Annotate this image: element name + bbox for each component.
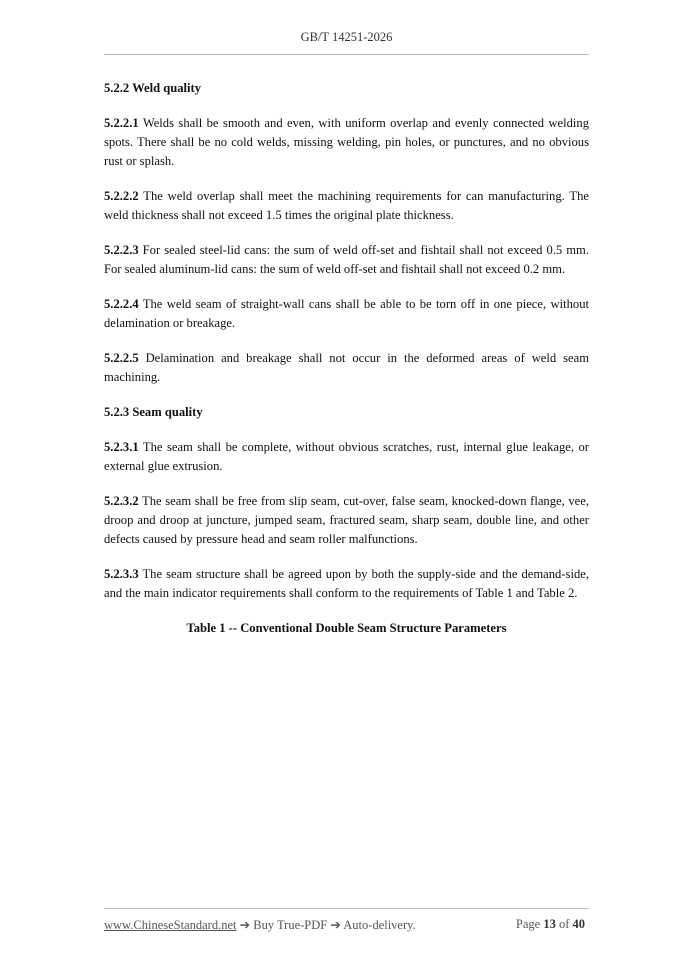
table-caption: Table 1 -- Conventional Double Seam Structure Parameters bbox=[186, 621, 507, 635]
clause-5-2-2-3 bbox=[104, 241, 589, 279]
clause-number: 5.2.3.1 bbox=[104, 440, 139, 454]
auto-delivery-text: Auto-delivery. bbox=[340, 918, 416, 932]
clause-text: For sealed steel-lid cans: the sum of weld off-set and fishtail shall not exceed 0.5 mm. For sealed aluminum-lid cans: the sum of weld off-set and fishtail shall not exceed 0.2 mm. bbox=[104, 243, 589, 276]
section-heading-5-2-3: 5.2.3 Seam quality bbox=[104, 405, 203, 419]
current-page: 13 bbox=[543, 917, 556, 931]
clause-5-2-3-2 bbox=[104, 492, 589, 549]
footer-divider bbox=[104, 908, 589, 909]
footer-promo bbox=[104, 917, 416, 933]
clause-number: 5.2.3.2 bbox=[104, 494, 139, 508]
clause-5-2-3-3 bbox=[104, 565, 589, 603]
header-divider bbox=[104, 54, 589, 55]
clause-number: 5.2.2.1 bbox=[104, 116, 139, 130]
clause-number: 5.2.2.5 bbox=[104, 351, 139, 365]
clause-text: Delamination and breakage shall not occur in the deformed areas of weld seam machining. bbox=[104, 351, 589, 384]
total-pages: 40 bbox=[572, 917, 585, 931]
website-link[interactable]: www.ChineseStandard.net bbox=[104, 918, 237, 932]
clause-text: The seam shall be complete, without obvious scratches, rust, internal glue leakage, or external glue extrusion. bbox=[104, 440, 589, 473]
arrow-icon: ➔ bbox=[239, 918, 251, 932]
clause-number: 5.2.2.4 bbox=[104, 297, 139, 311]
page-label: Page bbox=[515, 917, 544, 931]
section-heading-5-2-2: 5.2.2 Weld quality bbox=[104, 81, 202, 95]
clause-number: 5.2.2.2 bbox=[104, 189, 139, 203]
clause-5-2-2-4 bbox=[104, 295, 589, 333]
of-label: of bbox=[555, 917, 573, 931]
clause-5-2-3-1 bbox=[104, 438, 589, 476]
page-number bbox=[516, 917, 585, 932]
document-body bbox=[104, 79, 589, 638]
clause-5-2-2-5 bbox=[104, 349, 589, 387]
clause-5-2-2-1 bbox=[104, 114, 589, 171]
clause-text: The weld seam of straight-wall cans shall be able to be torn off in one piece, without delamination or breakage. bbox=[104, 297, 589, 330]
clause-number: 5.2.2.3 bbox=[104, 243, 139, 257]
clause-text: Welds shall be smooth and even, with uniform overlap and evenly connected welding spots. There shall be no cold welds, missing welding, pin holes, or punctures, and no obvious rust or splash. bbox=[104, 116, 589, 168]
clause-number: 5.2.3.3 bbox=[104, 567, 139, 581]
buy-text: Buy True-PDF bbox=[250, 918, 331, 932]
clause-text: The seam structure shall be agreed upon by both the supply-side and the demand-side, and the main indicator requirements shall conform to the requirements of Table 1 and Table 2. bbox=[104, 567, 589, 600]
clause-5-2-2-2 bbox=[104, 187, 589, 225]
running-header: GB/T 14251-2026 bbox=[300, 30, 393, 44]
clause-text: The seam shall be free from slip seam, cut-over, false seam, knocked-down flange, vee, droop and droop at juncture, jumped seam, fractured seam, sharp seam, double line, and other defects caused by pressure head and seam roller malfunctions. bbox=[104, 494, 589, 546]
arrow-icon: ➔ bbox=[330, 918, 341, 932]
clause-text: The weld overlap shall meet the machining requirements for can manufacturing. The weld thickness shall not exceed 1.5 times the original plate thickness. bbox=[104, 189, 589, 222]
